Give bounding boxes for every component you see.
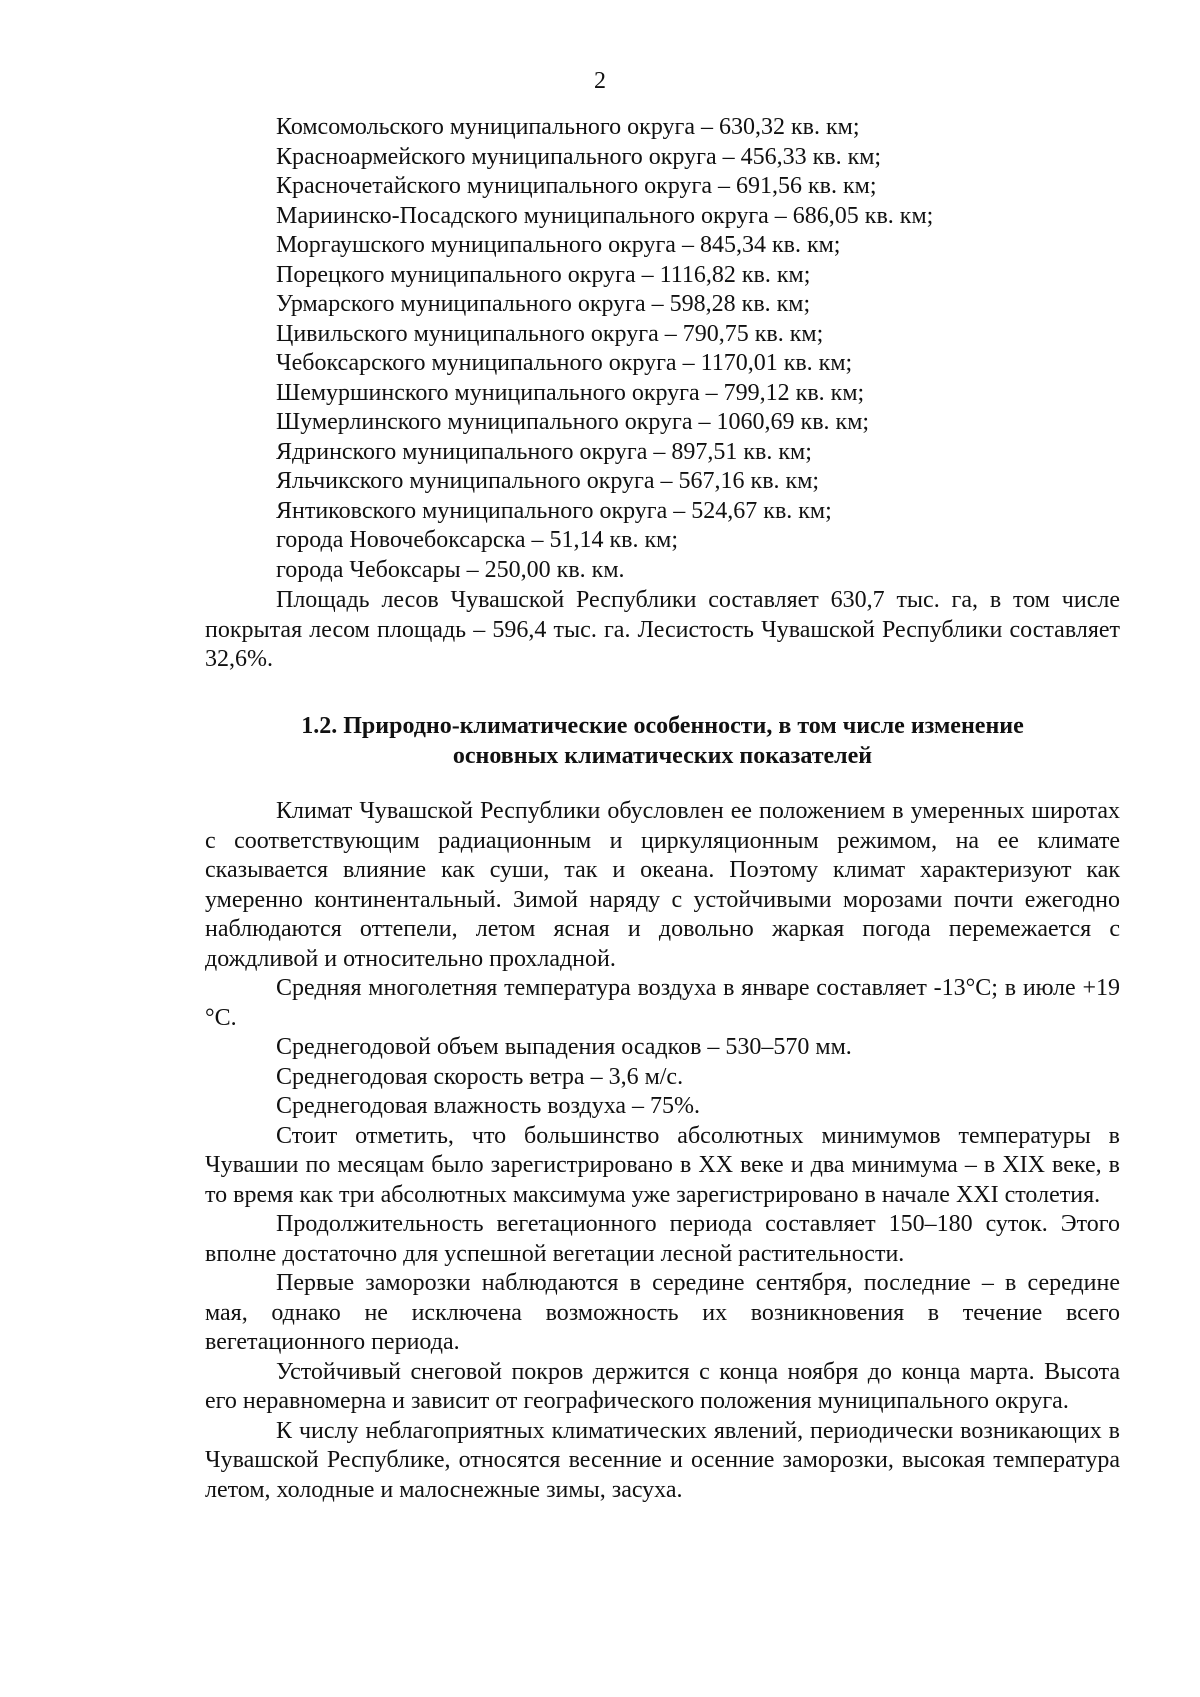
- list-item: Цивильского муниципального округа – 790,75 кв. км;: [276, 320, 824, 347]
- list-item: Моргаушского муниципального округа – 845,34 кв. км;: [276, 232, 841, 258]
- temperature-paragraph: Средняя многолетняя температура воздуха в январе составляет -13°С; в июле +19 °С.: [205, 975, 1120, 1031]
- list-item: Янтиковского муниципального округа – 524,67 кв. км;: [276, 497, 832, 524]
- list-item: Мариинско-Посадского муниципального округа – 686,05 кв. км;: [276, 202, 934, 229]
- list-item: Шумерлинского муниципального округа – 1060,69 кв. км;: [276, 409, 870, 435]
- humidity-paragraph: Среднегодовая влажность воздуха – 75%.: [276, 1093, 701, 1119]
- frost-paragraph: Первые заморозки наблюдаются в середине сентября, последние – в середине мая, однако не исключена возможность их возникновения в течение всего вегетационного периода.: [205, 1270, 1120, 1355]
- snow-paragraph: Устойчивый снеговой покров держится с конца ноября до конца марта. Высота его неравномерна и зависит от географического положения муниципального округа.: [205, 1358, 1120, 1414]
- list-item: Ядринского муниципального округа – 897,51 кв. км;: [276, 438, 812, 465]
- list-item: Красноармейского муниципального округа – 456,33 кв. км;: [276, 143, 882, 170]
- wind-paragraph: Среднегодовая скорость ветра – 3,6 м/с.: [276, 1063, 684, 1090]
- list-item: Порецкого муниципального округа – 1116,82 кв. км;: [276, 261, 811, 288]
- section-heading-line: основных климатических показателей: [452, 743, 873, 769]
- section-heading: [205, 711, 1120, 771]
- adverse-phenomena-paragraph: К числу неблагоприятных климатических явлений, периодически возникающих в Чувашской Республике, относятся весенние и осенние заморозки, высокая температура летом, холодные и малоснежные зимы, засуха.: [205, 1417, 1120, 1503]
- vegetation-paragraph: Продолжительность вегетационного периода составляет 150–180 суток. Этого вполне достаточно для успешной вегетации лесной растительности.: [205, 1211, 1120, 1267]
- list-item: Шемуршинского муниципального округа – 799,12 кв. км;: [276, 379, 865, 406]
- climate-paragraph: Климат Чувашской Республики обусловлен ее положением в умеренных широтах с соответствующим радиационным и циркуляционным режимом, на ее климате сказывается влияние как суши, так и океана. Поэтому климат характеризуют как умеренно континентальный. Зимой наряду с устойчивыми морозами почти ежегодно наблюдаются оттепели, летом ясная и довольно жаркая погода перемежается с дождливой и относительно прохладной.: [205, 798, 1120, 972]
- list-item: Урмарского муниципального округа – 598,28 кв. км;: [276, 291, 811, 317]
- list-item: города Чебоксары – 250,00 кв. км.: [276, 556, 625, 583]
- forest-paragraph: Площадь лесов Чувашской Республики составляет 630,7 тыс. га, в том числе покрытая лесом площадь – 596,4 тыс. га. Лесистость Чувашской Республики составляет 32,6%.: [205, 587, 1120, 672]
- forest-section: [205, 586, 1120, 675]
- extremes-paragraph: Стоит отметить, что большинство абсолютных минимумов температуры в Чувашии по месяцам было зарегистрировано в XX веке и два минимума – в XIX веке, в то время как три абсолютных максимума уже зарегистрировано в начале XXI столетия.: [205, 1122, 1120, 1208]
- list-item: города Новочебоксарска – 51,14 кв. км;: [276, 527, 678, 553]
- precipitation-paragraph: Среднегодовой объем выпадения осадков – 530–570 мм.: [276, 1034, 852, 1060]
- district-area-list: [276, 113, 933, 585]
- list-item: Красночетайского муниципального округа – 691,56 кв. км;: [276, 173, 877, 199]
- list-item: Комсомольского муниципального округа – 630,32 кв. км;: [276, 114, 860, 140]
- section-heading-line: 1.2. Природно-климатические особенности, в том числе изменение: [301, 713, 1024, 739]
- list-item: Яльчикского муниципального округа – 567,16 кв. км;: [276, 468, 820, 494]
- climate-section: [205, 797, 1120, 1505]
- page-number: 2: [594, 68, 606, 94]
- list-item: Чебоксарского муниципального округа – 1170,01 кв. км;: [276, 350, 853, 376]
